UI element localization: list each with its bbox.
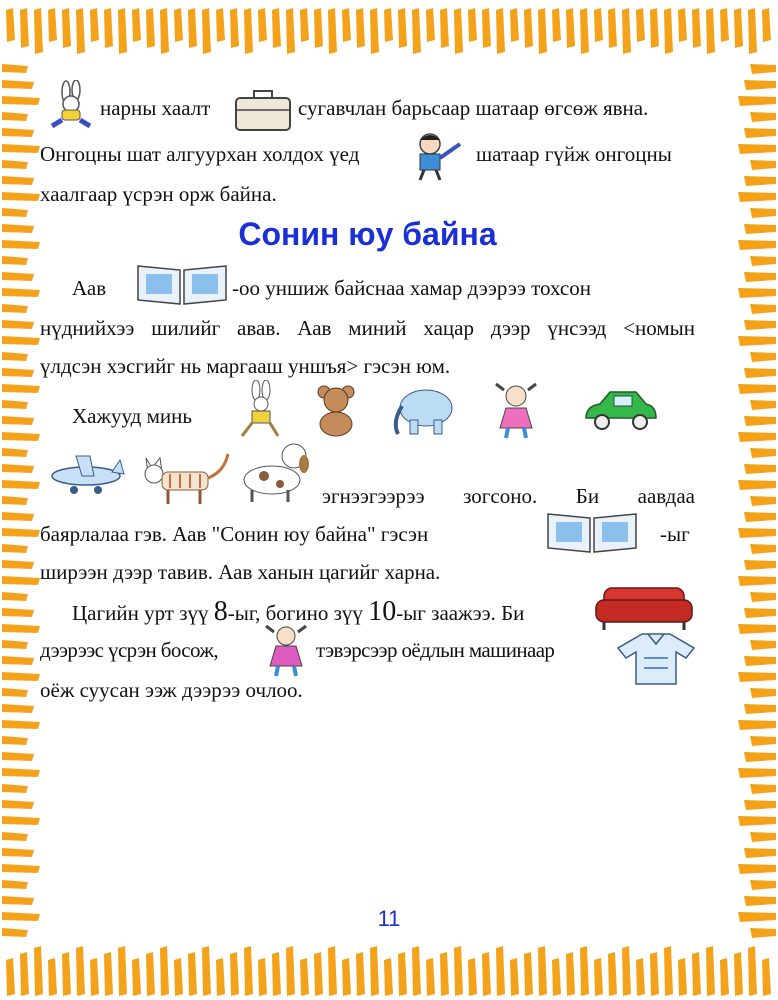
- p1-line1-part2: сугавчлан барьсаар шатаар өгсөж явна.: [298, 96, 649, 120]
- p2-line3: үлдсэн хэсгийг нь маргааш уншъя> гэсэн юм.: [40, 354, 451, 378]
- page-number: 11: [377, 906, 401, 931]
- p4-line1-part3: -ыг заажээ. Би: [396, 601, 525, 625]
- p1-line1-part1: нарны хаалт: [100, 96, 211, 120]
- toy-elephant-icon: [388, 382, 458, 438]
- p4-line2-part2: тэвэрсээр оёдлын машинаар: [316, 638, 555, 662]
- p4-number-10: 10: [368, 596, 397, 627]
- p2-line1-part1: Аав: [72, 276, 107, 300]
- p3-line3-part1: баярлалаа гэв. Аав "Сонин юу байна" гэсэн: [40, 522, 429, 546]
- shirt-icon: [614, 628, 698, 688]
- p4-number-8: 8: [213, 596, 228, 627]
- boy-icon: [400, 130, 470, 182]
- sofa-icon: [594, 582, 694, 632]
- toy-cat-icon: [140, 450, 232, 508]
- toy-car-icon: [580, 386, 660, 436]
- p4-line3: оёж суусан ээж дээрээ очлоо.: [40, 678, 303, 702]
- rabbit-icon: [46, 80, 98, 130]
- p2-line1-part2: -оо уншиж байснаа хамар дээрээ тохсон: [232, 276, 591, 300]
- story-title: Сонин юу байна: [238, 216, 497, 252]
- p4-line1-part1: Цагийн урт зүү: [72, 601, 209, 625]
- toy-airplane-icon: [46, 452, 126, 502]
- p4-line1-part2: -ыг, богино зүү: [227, 601, 363, 625]
- p1-line2-part2: шатаар гүйж онгоцны: [476, 142, 672, 166]
- p3-line4: ширээн дээр тавив. Аав ханын цагийг харна.: [40, 560, 441, 584]
- toy-rabbit-icon: [228, 380, 288, 440]
- p3-line3-part2: -ыг: [660, 522, 690, 546]
- open-book-icon: [134, 260, 230, 308]
- p4-line2-part1: дээрээс үсрэн босож,: [40, 638, 218, 662]
- teddy-bear-icon: [308, 382, 364, 438]
- briefcase-icon: [232, 86, 294, 134]
- p3-line1: Хажууд минь: [72, 404, 192, 428]
- orange-border-right: [718, 60, 778, 940]
- doll-icon: [486, 380, 546, 440]
- orange-border-top: [0, 0, 778, 60]
- p1-line2-part1: Онгоцны шат алгуурхан холдох үед: [40, 142, 360, 166]
- toy-dog-icon: [238, 440, 320, 506]
- p3-line2-text: эгнээгээрээ зогсоно. Би аавдаа: [322, 484, 695, 508]
- orange-border-bottom: [0, 940, 778, 1000]
- p1-line3: хаалгаар үсрэн орж байна.: [40, 182, 277, 206]
- p2-line2: нүднийхээ шилийг авав. Аав миний хацар дээр үнсээд <номын: [40, 316, 695, 340]
- doll-icon: [258, 622, 314, 678]
- open-book-icon: [544, 508, 640, 556]
